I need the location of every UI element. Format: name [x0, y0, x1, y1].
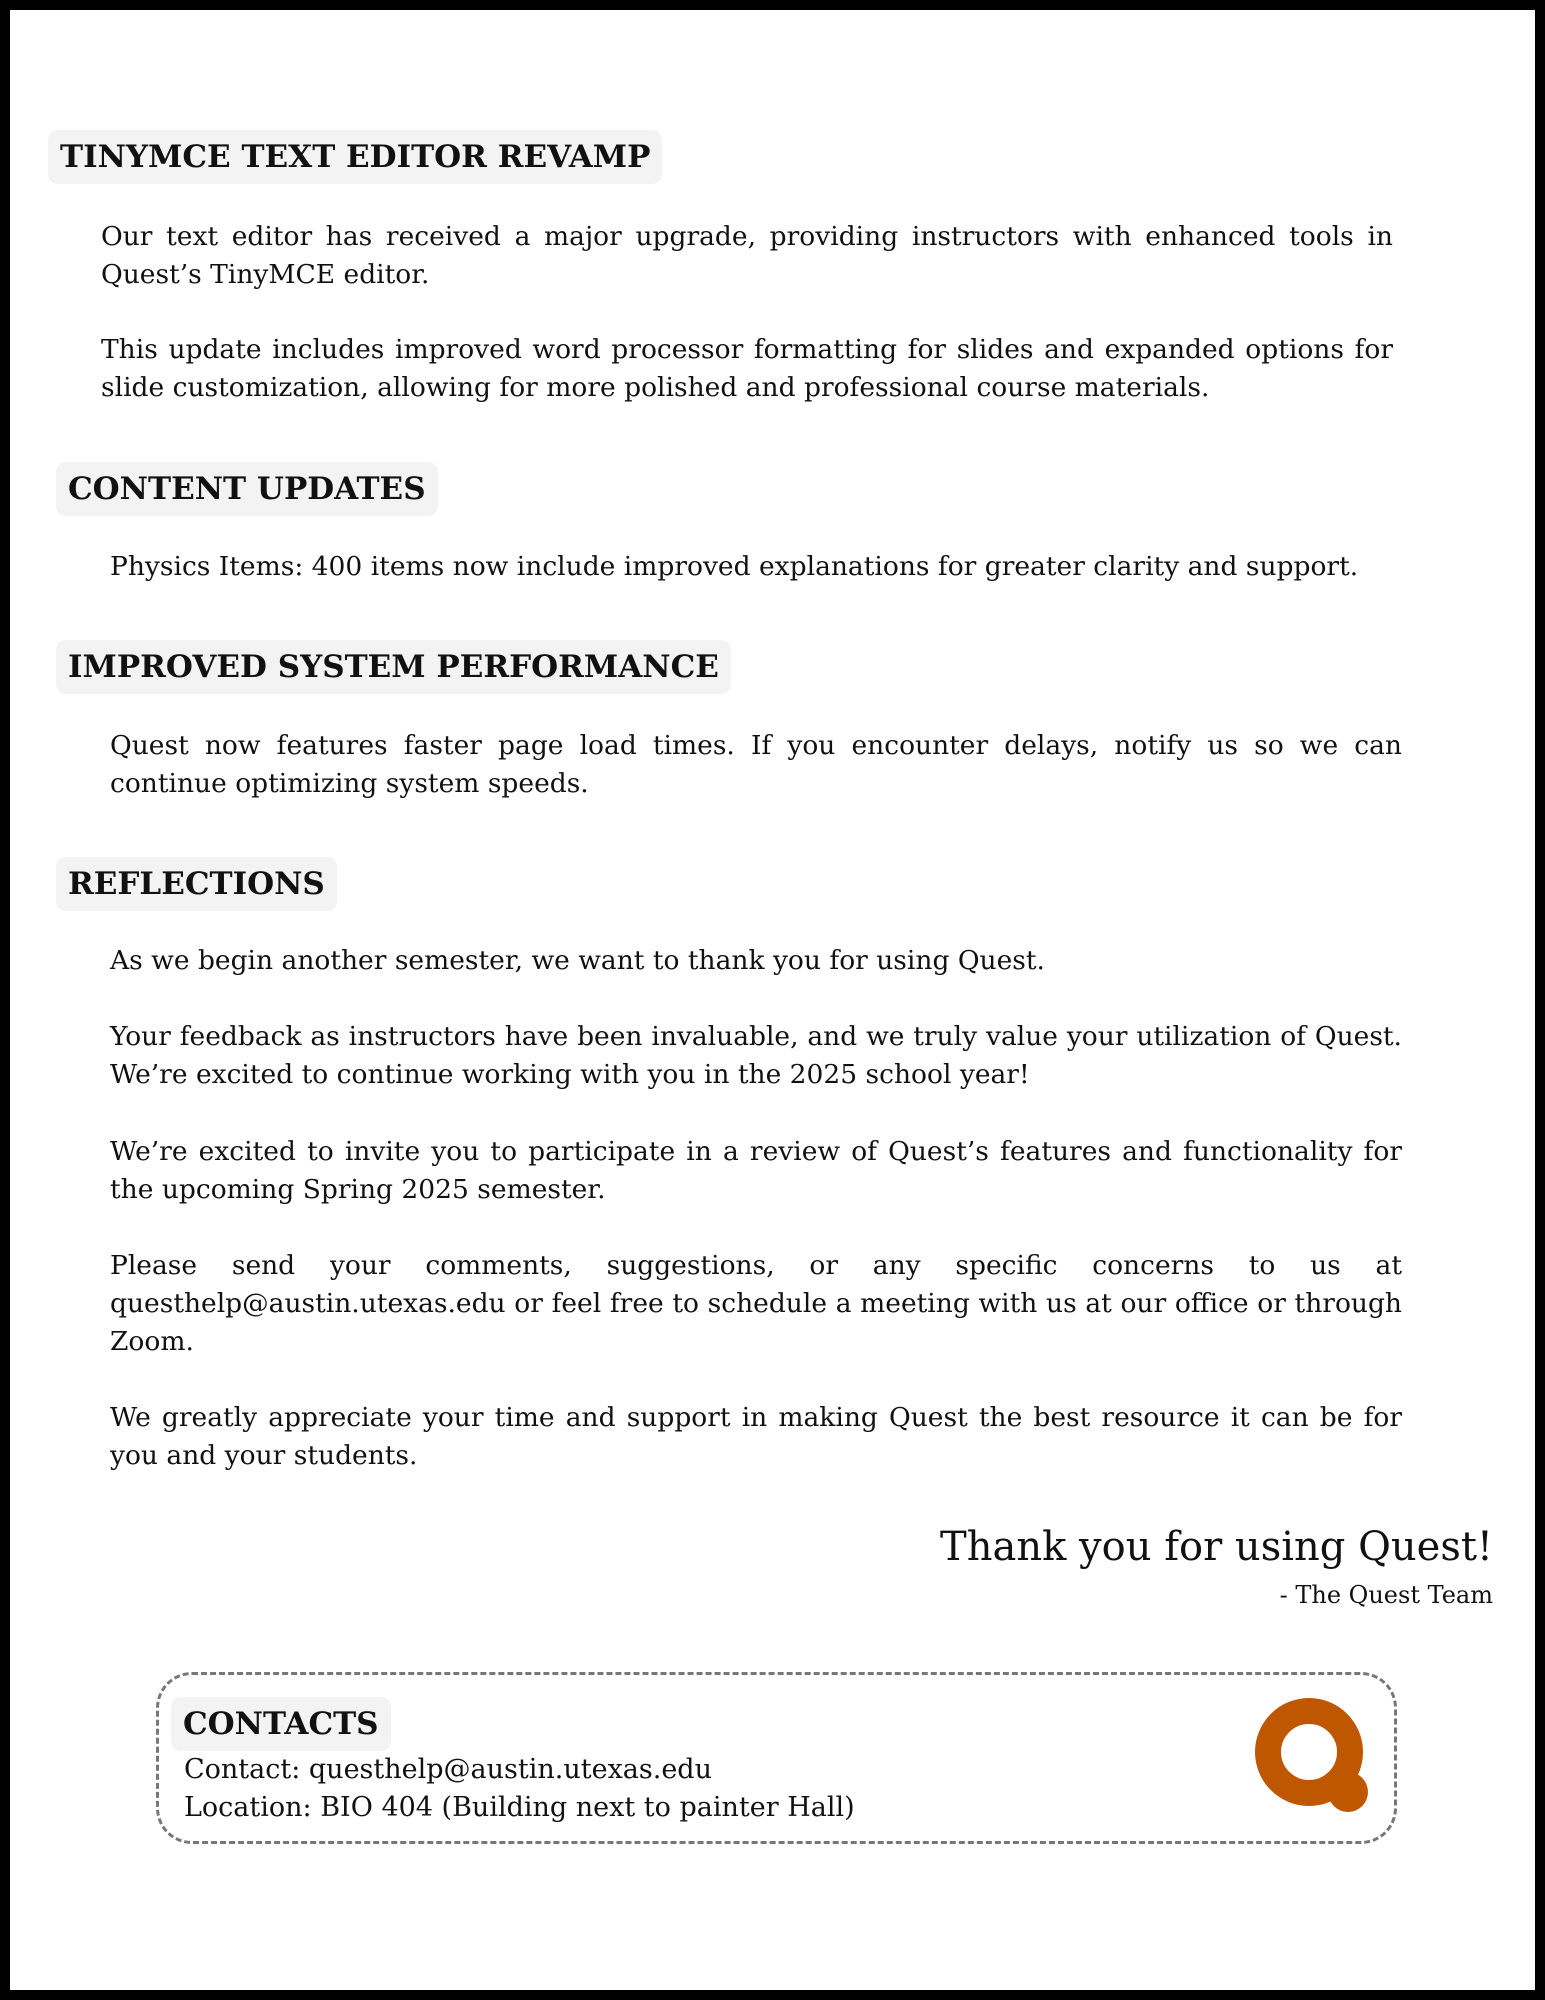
- section-heading-tinymce: TINYMCE TEXT EDITOR REVAMP: [48, 130, 662, 184]
- reflections-paragraph-2: Your feedback as instructors have been invaluable, and we truly value your utilization of Quest. We’re excited to continue working with you in the 2025 school year!: [110, 1021, 1402, 1090]
- contact-email-line: Contact: questhelp@austin.utexas.edu: [184, 1754, 712, 1785]
- contact-location-line: Location: BIO 404 (Building next to painter Hall): [184, 1792, 855, 1823]
- quest-logo-icon: [1253, 1698, 1383, 1822]
- reflections-paragraph-5: We greatly appreciate your time and support in making Quest the best resource it can be for you and your students.: [110, 1402, 1402, 1471]
- tinymce-paragraph-2: This update includes improved word processor formatting for slides and expanded options for slide customization, allowing for more polished and professional course materials.: [101, 334, 1393, 403]
- section-heading-performance: IMPROVED SYSTEM PERFORMANCE: [56, 640, 731, 694]
- thank-you-message: Thank you for using Quest!: [940, 1524, 1493, 1570]
- reflections-paragraph-1: As we begin another semester, we want to thank you for using Quest.: [110, 945, 1045, 976]
- content-updates-paragraph: Physics Items: 400 items now include improved explanations for greater clarity and support.: [110, 551, 1359, 582]
- section-heading-contacts: CONTACTS: [171, 1697, 391, 1751]
- section-heading-content-updates: CONTENT UPDATES: [56, 462, 438, 516]
- reflections-paragraph-4: Please send your comments, suggestions, or any specific concerns to us at questhelp@austin.utexas.edu or feel free to schedule a meeting with us at our office or through Zoom.: [110, 1250, 1402, 1357]
- reflections-paragraph-3: We’re excited to invite you to participate in a review of Quest’s features and functionality for the upcoming Spring 2025 semester.: [110, 1136, 1402, 1205]
- performance-paragraph: Quest now features faster page load times. If you encounter delays, notify us so we can continue optimizing system speeds.: [110, 730, 1402, 799]
- signature: - The Quest Team: [1279, 1581, 1493, 1609]
- section-heading-reflections: REFLECTIONS: [56, 857, 337, 911]
- tinymce-paragraph-1: Our text editor has received a major upgrade, providing instructors with enhanced tools in Quest’s TinyMCE editor.: [101, 221, 1393, 290]
- newsletter-page: [10, 10, 1535, 1990]
